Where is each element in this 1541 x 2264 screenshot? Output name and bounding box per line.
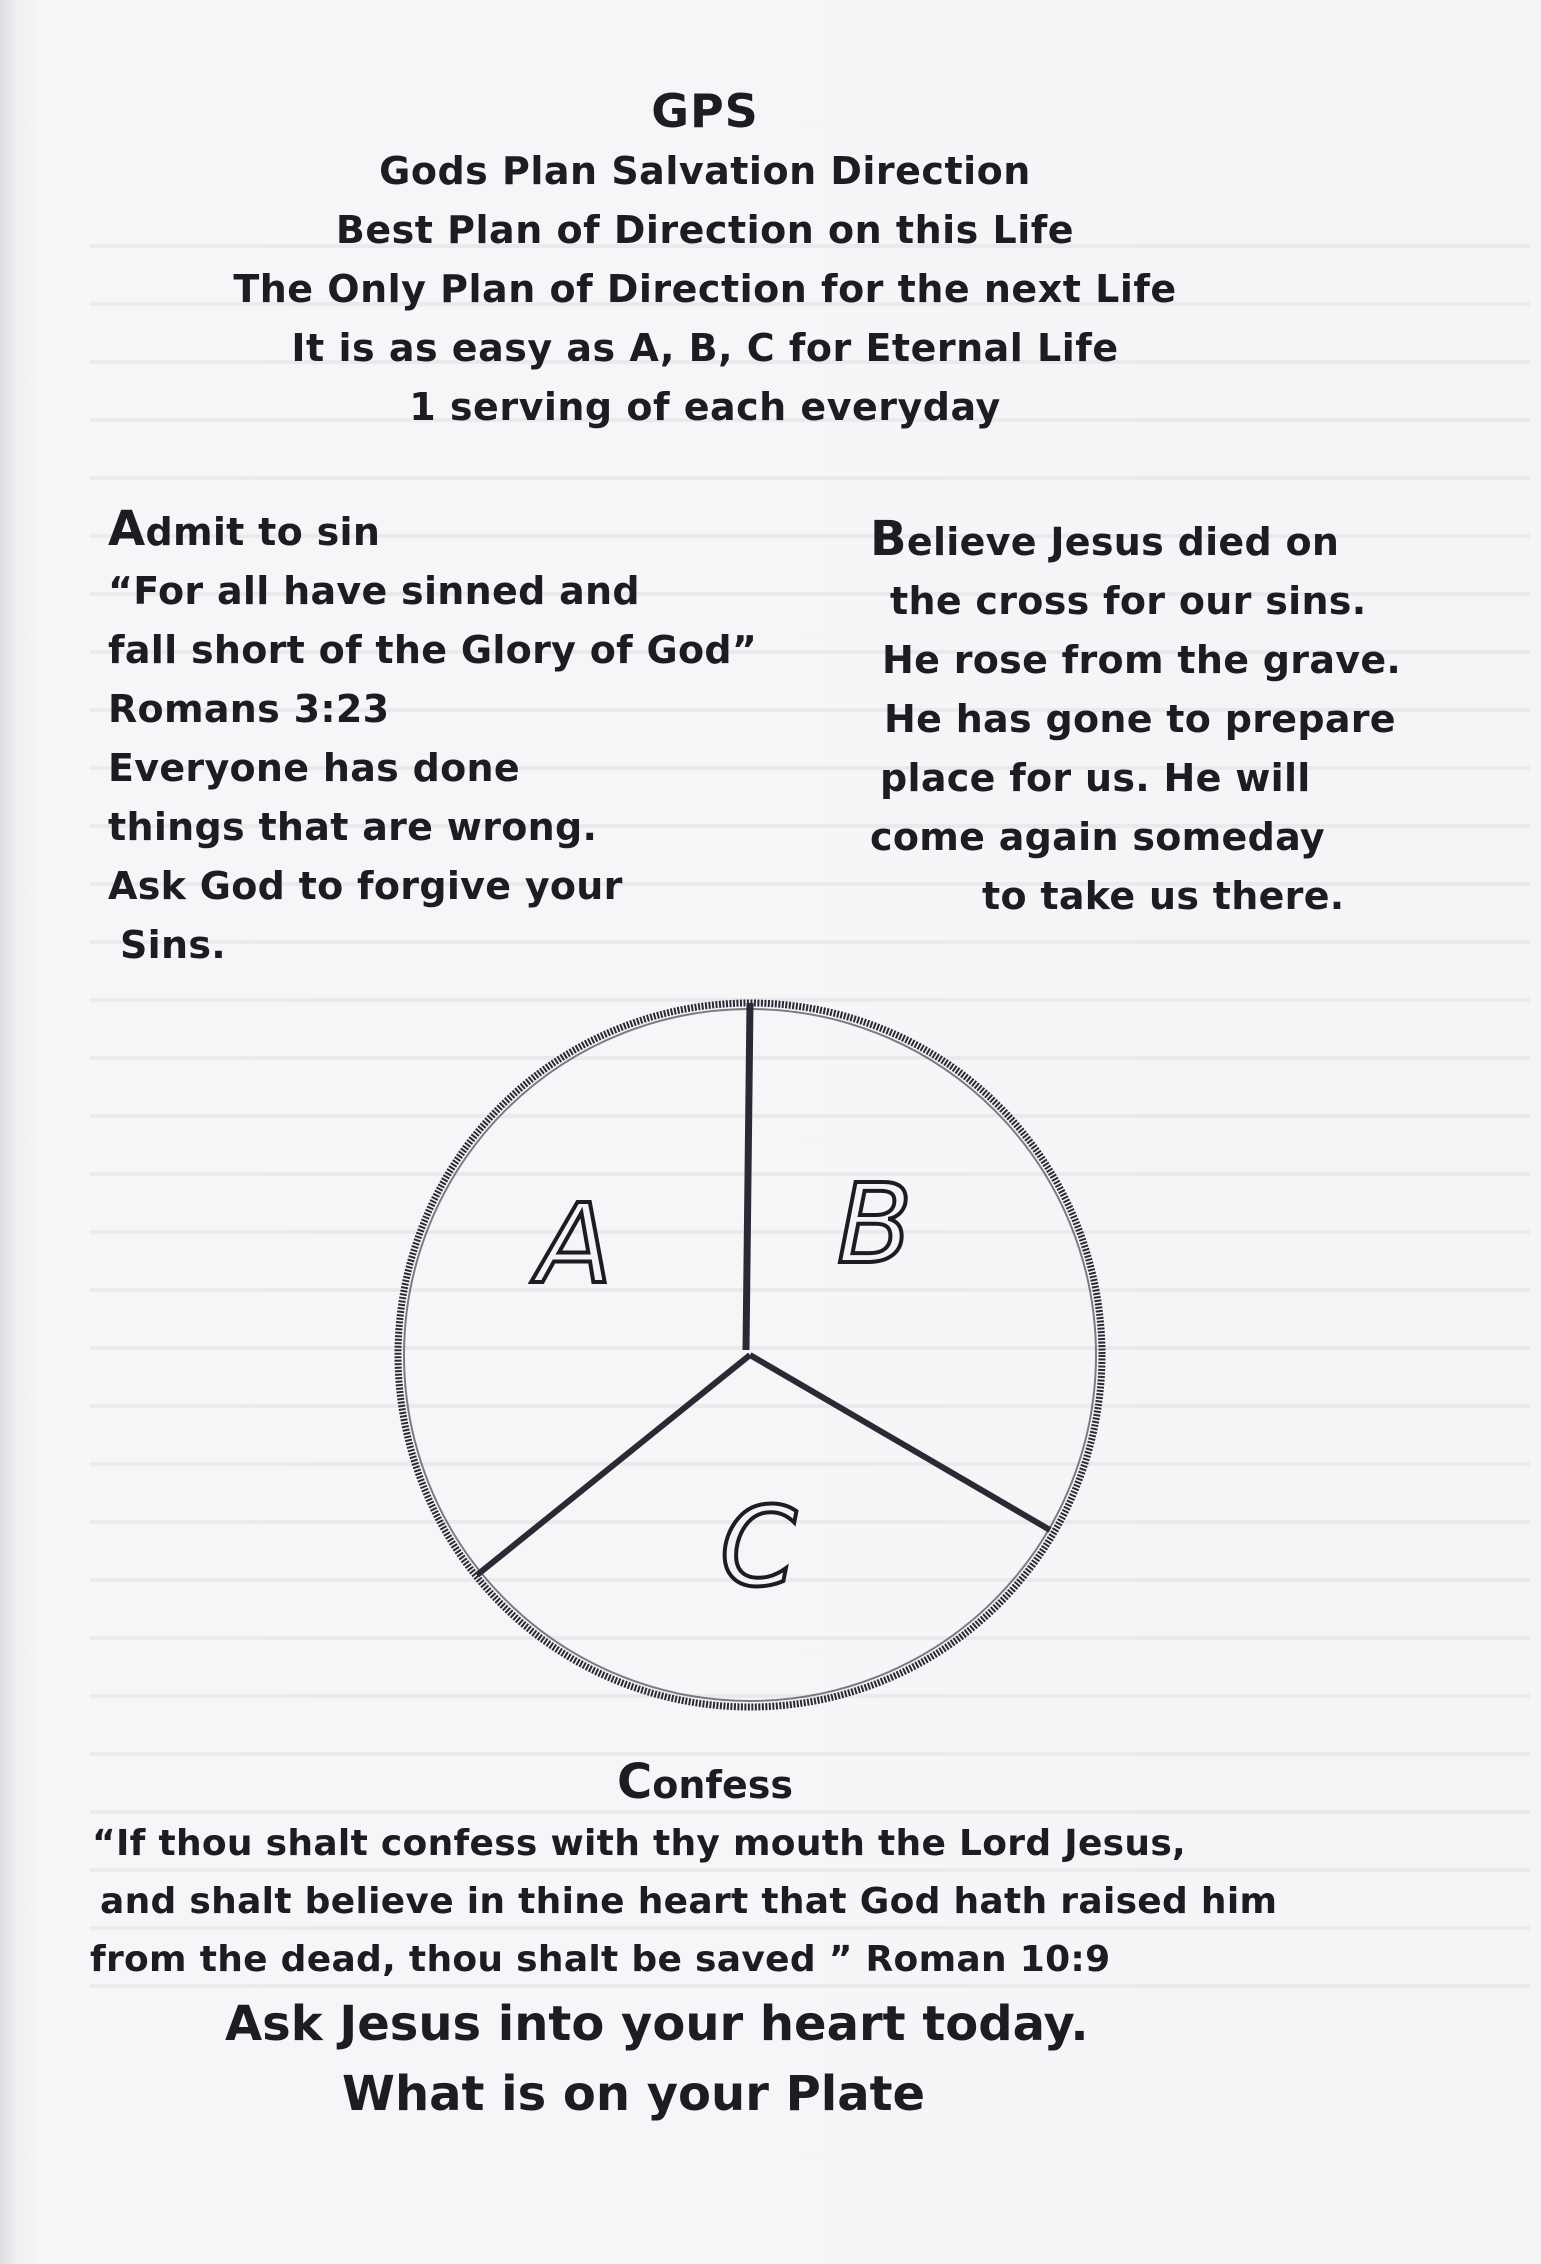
closing-line-1: Ask Jesus into your heart today.	[225, 1996, 1089, 2052]
page-title: GPS	[651, 84, 759, 138]
header	[0, 80, 1410, 437]
header-line-1: Gods Plan Salvation Direction	[379, 149, 1031, 193]
divider-top	[746, 1003, 750, 1350]
closing-line-2: What is on your Plate	[342, 2066, 926, 2122]
believe-line-2: He rose from the grave.	[882, 638, 1402, 682]
divider-lower-left	[477, 1355, 750, 1575]
believe-line-6: to take us there.	[982, 874, 1345, 918]
believe-line-5: come again someday	[870, 815, 1325, 859]
admit-section	[108, 500, 808, 975]
confess-section	[90, 1752, 1430, 2129]
abc-circle-svg	[385, 990, 1115, 1720]
believe-line-3: He has gone to prepare	[884, 697, 1396, 741]
admit-line-1: “For all have sinned and	[108, 569, 640, 613]
believe-line-4: place for us. He will	[880, 756, 1311, 800]
admit-line-5: things that are wrong.	[108, 805, 598, 849]
segment-label-b: B	[837, 1160, 913, 1288]
admit-line-3: Romans 3:23	[108, 687, 390, 731]
believe-heading	[870, 510, 1430, 572]
admit-heading-rest: dmit to sin	[145, 510, 381, 554]
confess-verse-line-3: from the dead, thou shalt be saved ” Roman 10:9	[90, 1939, 1111, 1980]
admit-line-4: Everyone has done	[108, 746, 520, 790]
admit-heading	[108, 500, 808, 562]
confess-verse-line-2: and shalt believe in thine heart that God hath raised him	[100, 1881, 1278, 1922]
confess-initial: C	[617, 1754, 653, 1810]
believe-initial: B	[870, 511, 907, 567]
confess-heading	[90, 1752, 1320, 1815]
admit-line-2: fall short of the Glory of God”	[108, 628, 758, 672]
header-line-2: Best Plan of Direction on this Life	[335, 208, 1075, 252]
confess-verse-line-1: “If thou shalt confess with thy mouth the Lord Jesus,	[92, 1823, 1187, 1864]
segment-label-c: C	[720, 1483, 797, 1611]
believe-section	[870, 510, 1430, 926]
confess-heading-rest: onfess	[652, 1763, 793, 1807]
believe-line-1: the cross for our sins.	[890, 579, 1367, 623]
abc-circle-diagram	[385, 990, 1115, 1720]
admit-initial: A	[108, 501, 146, 557]
segment-label-a: A	[537, 1180, 613, 1308]
admit-line-6: Ask God to forgive your	[108, 864, 623, 908]
header-line-5: 1 serving of each everyday	[409, 385, 1001, 429]
believe-heading-rest: elieve Jesus died on	[906, 520, 1340, 564]
header-line-3: The Only Plan of Direction for the next Life	[233, 267, 1177, 311]
header-line-4: It is as easy as A, B, C for Eternal Life	[291, 326, 1119, 370]
admit-line-7: Sins.	[120, 923, 226, 967]
